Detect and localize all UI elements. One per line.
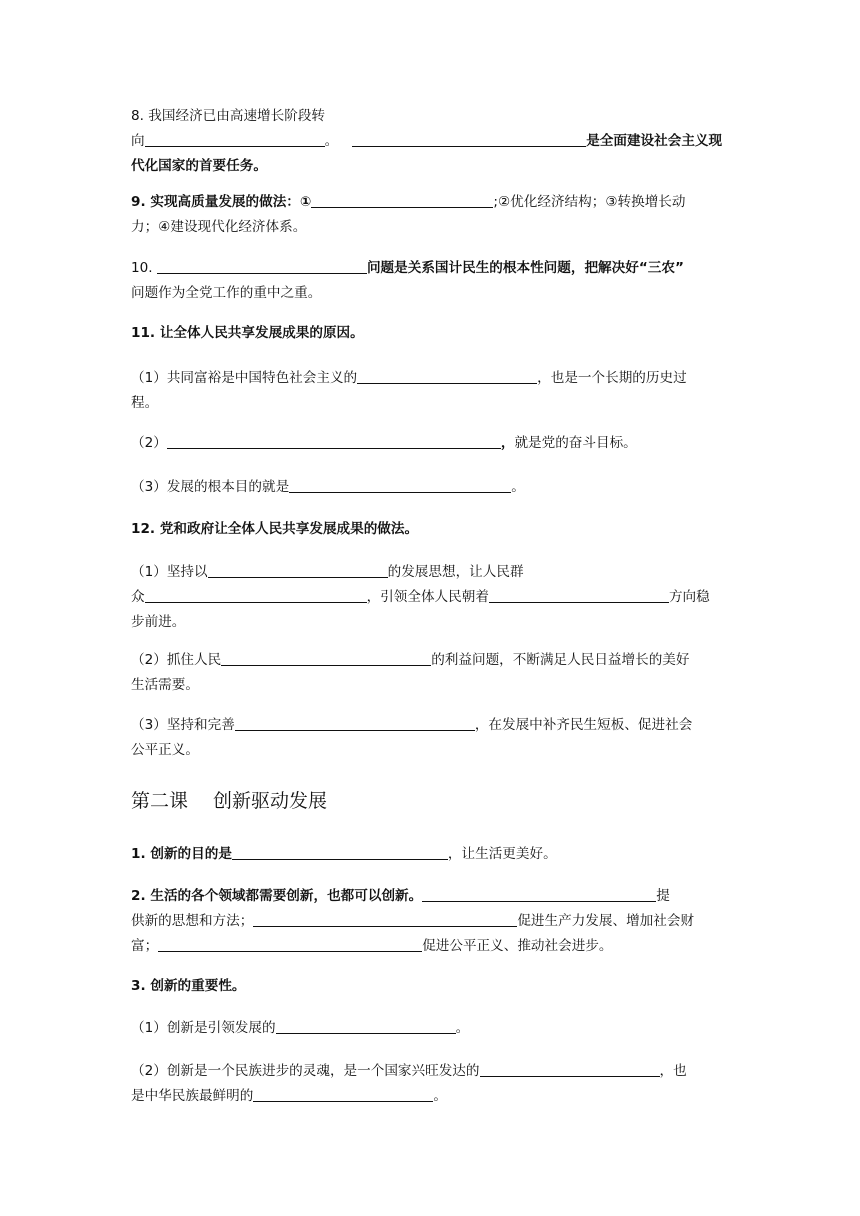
lesson2-q3-item-2: （2）创新是一个民族进步的灵魂，是一个国家兴旺发达的 ，也 是中华民族最鲜明的 。 [131,1059,731,1109]
question-9: 9. 实现高质量发展的做法：① ;②优化经济结构；③转换增长动 力；④建设现代化经济体系。 [131,190,731,240]
fill-blank[interactable] [208,561,388,578]
fill-blank[interactable] [352,130,586,147]
q11-item-1: （1）共同富裕是中国特色社会主义的 ，也是一个长期的历史过 程。 [131,366,731,416]
q12-item-1: （1）坚持以 的发展思想，让人民群 众 ，引领全体人民朝着 方向稳 步前进。 [131,560,731,635]
fill-blank[interactable] [232,843,448,860]
q11-item-3: （3）发展的根本目的就是 。 [131,475,731,500]
fill-blank[interactable] [357,367,537,384]
fill-blank[interactable] [253,910,517,927]
q12-item-3: （3）坚持和完善 ，在发展中补齐民生短板、促进社会 公平正义。 [131,713,731,763]
q8-text: 8. 我国经济已由高速增长阶段转 [131,108,326,124]
question-12-title: 12. 党和政府让全体人民共享发展成果的做法。 [131,521,419,537]
lesson2-question-3: 3. 创新的重要性。 [131,978,246,994]
lesson-2-heading: 第二课 创新驱动发展 [131,790,328,812]
fill-blank[interactable] [311,191,493,208]
fill-blank[interactable] [145,130,325,147]
lesson2-question-2: 2. 生活的各个领域都需要创新，也都可以创新。 提 供新的思想和方法； 促进生产力发展、增加社会财 富； 促进公平正义、推动社会进步。 [131,884,731,959]
q12-item-2: （2）抓住人民 的利益问题，不断满足人民日益增长的美好 生活需要。 [131,648,731,698]
lesson2-q3-item-1: （1）创新是引领发展的 。 [131,1016,731,1041]
fill-blank[interactable] [167,432,501,449]
fill-blank[interactable] [480,1060,660,1077]
fill-blank[interactable] [289,476,511,493]
fill-blank[interactable] [235,714,475,731]
fill-blank[interactable] [253,1085,433,1102]
lesson2-question-1: 1. 创新的目的是 ，让生活更美好。 [131,842,731,867]
fill-blank[interactable] [276,1017,456,1034]
question-8: 8. 我国经济已由高速增长阶段转 向 。 是全面建设社会主义现 代化国家的首要任务。 [131,108,723,174]
fill-blank[interactable] [221,649,431,666]
fill-blank[interactable] [158,935,422,952]
fill-blank[interactable] [422,885,656,902]
question-10: 10. 问题是关系国计民生的根本性问题，把解决好“三农” 问题作为全党工作的重中之重。 [131,256,731,306]
question-11-title: 11. 让全体人民共享发展成果的原因。 [131,325,364,341]
fill-blank[interactable] [157,257,367,274]
fill-blank[interactable] [145,586,367,603]
q11-item-2: （2） ，就是党的奋斗目标。 [131,431,731,456]
fill-blank[interactable] [489,586,669,603]
